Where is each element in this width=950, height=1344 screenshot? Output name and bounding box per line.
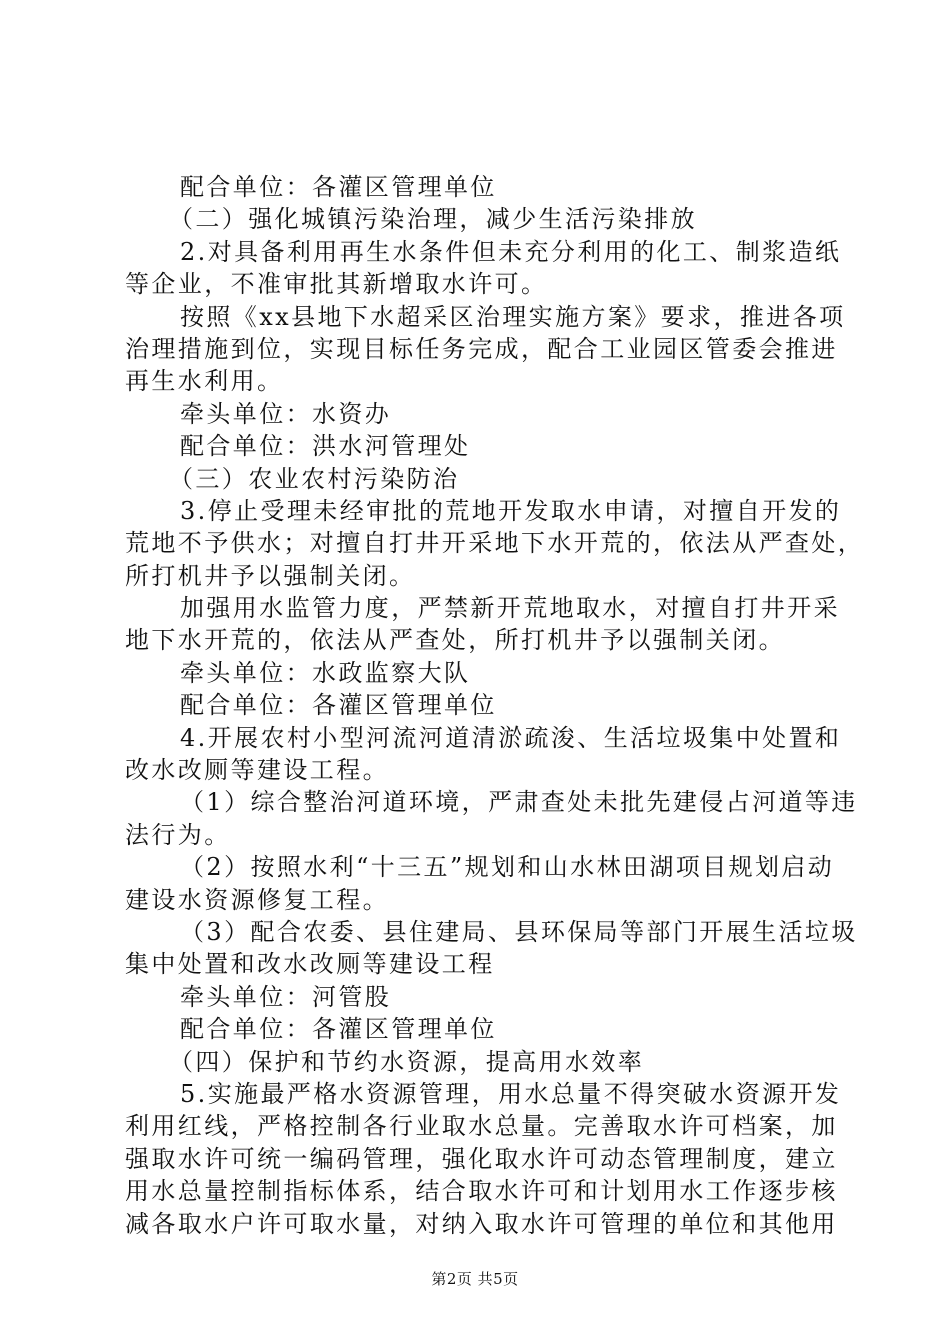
text-line: 5.实施最严格水资源管理，用水总量不得突破水资源开发: [180, 1079, 842, 1108]
text-line: （四）保护和节约水资源，提高用水效率: [169, 1047, 645, 1076]
text-line: （2）按照水利“十三五”规划和山水林田湖项目规划启动: [180, 853, 835, 882]
text-line: 牵头单位：水政监察大队: [180, 658, 471, 687]
text-line: 3.停止受理未经审批的荒地开发取水申请，对擅自开发的: [180, 496, 842, 525]
text-line: 配合单位：各灌区管理单位: [180, 1015, 497, 1044]
text-line: 用水总量控制指标体系，结合取水许可和计划用水工作逐步核: [125, 1177, 838, 1206]
text-line: 集中处置和改水改厕等建设工程: [125, 950, 495, 979]
body-text: [125, 171, 865, 1240]
text-line: 配合单位：各灌区管理单位: [180, 691, 497, 720]
text-line: 利用红线，严格控制各行业取水总量。完善取水许可档案，加: [125, 1112, 838, 1141]
text-line: 所打机井予以强制关闭。: [125, 561, 416, 590]
text-line: 配合单位：洪水河管理处: [180, 432, 471, 461]
text-line: 4.开展农村小型河流河道清淤疏浚、生活垃圾集中处置和: [180, 723, 842, 752]
text-line: 2.对具备利用再生水条件但未充分利用的化工、制浆造纸: [180, 237, 842, 266]
text-line: 建设水资源修复工程。: [125, 885, 389, 914]
text-line: 牵头单位：河管股: [180, 982, 392, 1011]
text-line: （三）农业农村污染防治: [169, 464, 460, 493]
text-line: （3）配合农委、县住建局、县环保局等部门开展生活垃圾: [180, 917, 858, 946]
text-line: 法行为。: [125, 820, 231, 849]
text-line: （1）综合整治河道环境，严肃查处未批先建侵占河道等违: [180, 788, 858, 817]
text-line: 配合单位：各灌区管理单位: [180, 173, 497, 201]
text-line: （二）强化城镇污染治理，减少生活污染排放: [169, 205, 697, 234]
text-line: 地下水开荒的，依法从严查处，所打机井予以强制关闭。: [125, 626, 785, 655]
text-line: 减各取水户许可取水量，对纳入取水许可管理的单位和其他用: [125, 1209, 838, 1238]
text-line: 改水改厕等建设工程。: [125, 756, 389, 785]
text-line: 荒地不予供水；对擅自打井开采地下水开荒的，依法从严查处，: [125, 529, 865, 558]
text-line: 加强用水监管力度，严禁新开荒地取水，对擅自打井开采: [180, 594, 840, 623]
text-line: 强取水许可统一编码管理，强化取水许可动态管理制度，建立: [125, 1144, 838, 1173]
text-line: 牵头单位：水资办: [180, 399, 392, 428]
text-line: 按照《xx县地下水超采区治理实施方案》要求，推进各项: [180, 302, 846, 331]
text-line: 治理措施到位，实现目标任务完成，配合工业园区管委会推进: [125, 334, 838, 363]
text-line: 等企业，不准审批其新增取水许可。: [125, 270, 548, 299]
page-footer: 第2页 共5页: [431, 1270, 519, 1288]
text-line: 再生水利用。: [125, 367, 284, 396]
